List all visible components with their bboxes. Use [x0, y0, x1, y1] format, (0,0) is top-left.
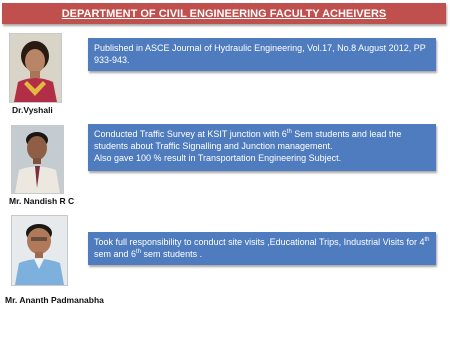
achievement-sup-ananth-1: th — [424, 237, 430, 243]
achievement-text-nandish-2: Sem students and lead the students about Traffic Signalling and Junction management. — [94, 129, 402, 151]
achievement-text-nandish-1: Conducted Traffic Survey at KSIT junction with 6 — [94, 129, 287, 139]
achievement-text-ananth-1: Took full responsibility to conduct site visits ,Educational Trips, Industrial Visits for 4 — [94, 237, 425, 247]
achievement-text-vyshali: Published in ASCE Journal of Hydraulic Engineering, Vol.17, No.8 August 2012, PP 933-943. — [94, 43, 426, 65]
faculty-name-nandish: Mr. Nandish R C — [9, 196, 75, 206]
achievement-box-vyshali — [88, 38, 436, 71]
achievement-text-ananth-2: sem and 6 — [94, 249, 137, 259]
achievement-text-ananth-3: sem students . — [141, 249, 203, 259]
achievement-text-nandish-3: Also gave 100 % result in Transportation Engineering Subject. — [94, 153, 342, 163]
faculty-photo-ananth — [11, 215, 68, 286]
page-title: DEPARTMENT OF CIVIL ENGINEERING FACULTY ACHEIVERS — [2, 3, 446, 24]
faculty-name-ananth: Mr. Ananth Padmanabha — [5, 295, 104, 305]
achievement-sup-nandish: th — [286, 129, 292, 135]
faculty-photo-vyshali — [9, 33, 62, 103]
faculty-name-vyshali: Dr.Vyshali — [12, 105, 53, 115]
achievement-sup-ananth-2: th — [136, 249, 142, 255]
achievement-box-ananth — [88, 232, 436, 265]
achievement-box-nandish — [88, 124, 436, 171]
faculty-photo-nandish — [11, 125, 64, 194]
